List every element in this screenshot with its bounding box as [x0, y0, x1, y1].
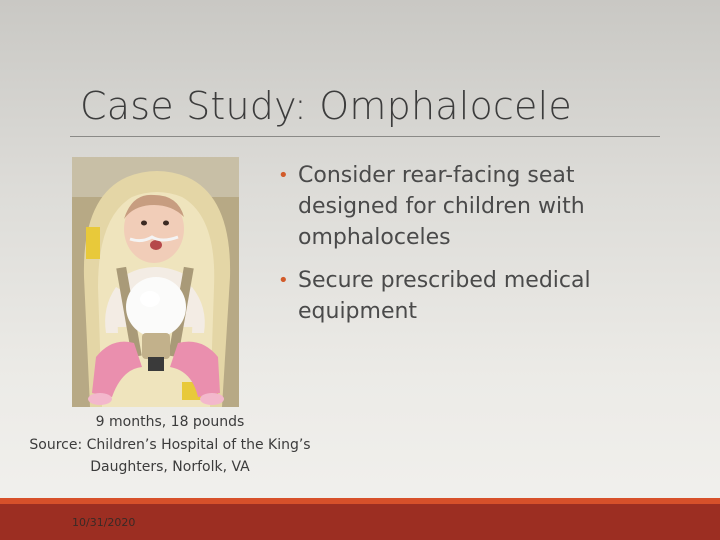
caption-line: 9 months, 18 pounds [95, 414, 245, 430]
bullet-item [276, 265, 616, 327]
infant-car-seat-photo [72, 157, 239, 407]
photo-caption [20, 411, 320, 479]
bullet-item [276, 160, 616, 253]
bullet-icon: • [278, 270, 289, 291]
slide-title: Case Study: Omphalocele [80, 84, 572, 128]
bullet-list [276, 160, 616, 339]
title-divider [70, 136, 660, 137]
caption-line: Daughters, Norfolk, VA [90, 459, 250, 475]
bullet-text: Secure prescribed medical equipment [298, 268, 591, 324]
bullet-icon: • [278, 165, 289, 186]
caption-line: Source: Children’s Hospital of the King’s [29, 436, 311, 453]
slide-date: 10/31/2020 [72, 516, 136, 529]
bullet-text: Consider rear-facing seat designed for children with omphaloceles [298, 163, 585, 250]
